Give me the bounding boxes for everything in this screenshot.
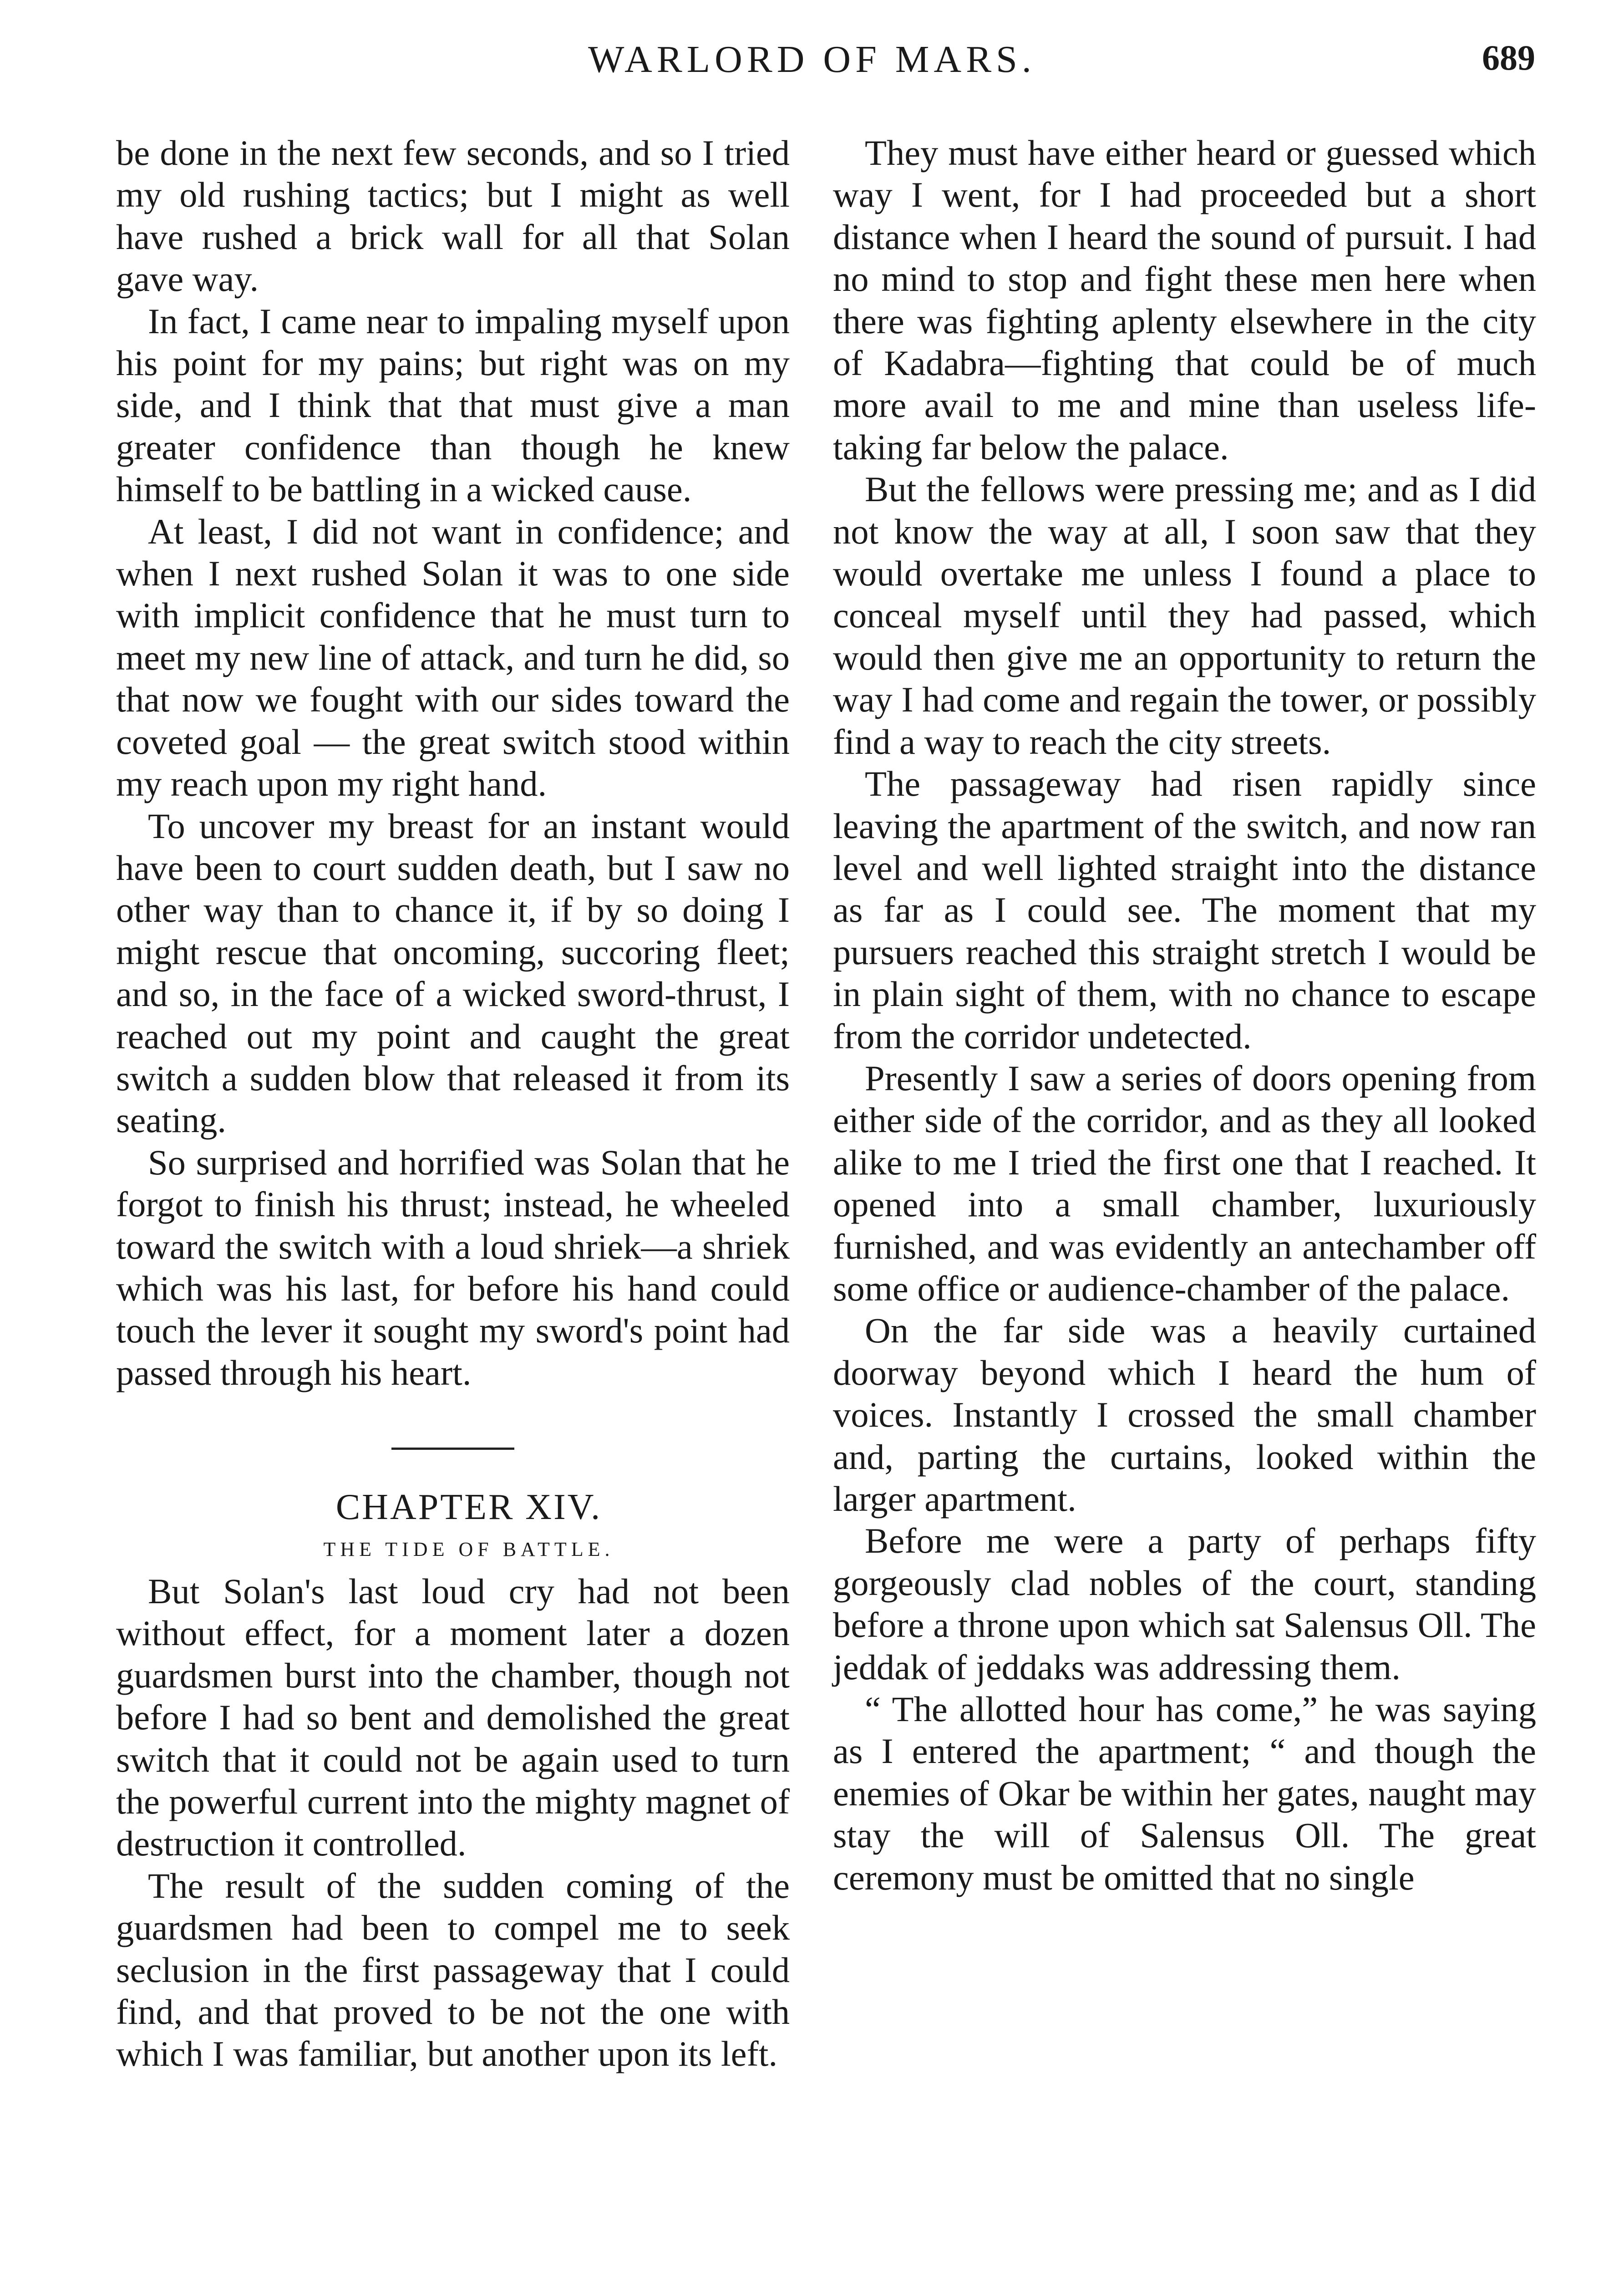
paragraph: In fact, I came near to impaling myself upon his point for my pains; but right was on my side, and I think that that must give a man greater confidence than though he knew himself to be battling in a wicked cause. [116, 301, 790, 509]
chapter-title: CHAPTER XIV. [335, 1487, 602, 1528]
paragraph: The result of the sudden coming of the guardsmen had been to compel me to seek seclusion in the first passageway that I could find, and that proved to be not the one with which I was familiar, but another upon its left. [116, 1865, 790, 2074]
paragraph: be done in the next few seconds, and so I tried my old rushing tactics; but I might as well have rushed a brick wall for all that Solan gave way. [116, 133, 790, 299]
page-number: 689 [1482, 38, 1535, 77]
paragraph: Before me were a party of perhaps fifty gorgeously clad nobles of the court, standing before a throne upon which sat Salensus Oll. The jeddak of jeddaks was addressing them. [833, 1521, 1536, 1687]
paragraph: The passageway had risen rapidly since leaving the apartment of the switch, and now ran level and well lighted straight into the distance as far as I could see. The moment that my pursuers reached this straight stretch I would be in plain sight of them, with no chance to escape from the corridor undetected. [833, 764, 1536, 1056]
chapter-divider-rule [391, 1448, 514, 1450]
paragraph: So surprised and horrified was Solan that he forgot to finish his thrust; instead, he wheeled toward the switch with a loud shriek—a shriek which was his last, for before his hand could touch the lever it sought my sword's point had passed through his heart. [116, 1142, 790, 1392]
right-column [833, 132, 1536, 1899]
paragraph: But Solan's last loud cry had not been without effect, for a moment later a dozen guardsmen burst into the chamber, though not before I had so bent and demolished the great switch that it could not be again used to turn the powerful current into the mighty magnet of destruction it controlled. [116, 1571, 790, 1864]
paragraph: On the far side was a heavily curtained doorway beyond which I heard the hum of voices. Instantly I crossed the small chamber and, parting the curtains, looked within the larger apartment. [833, 1311, 1536, 1519]
paragraph: Presently I saw a series of doors opening from either side of the corridor, and as they all looked alike to me I tried the first one that I reached. It opened into a small chamber, luxuriously furnished, and was evidently an antechamber off some office or audience-chamber of the palace. [833, 1058, 1536, 1308]
chapter-subtitle: THE TIDE OF BATTLE. [323, 1538, 614, 1560]
paragraph: To uncover my breast for an instant would have been to court sudden death, but I saw no other way than to chance it, if by so doing I might rescue that oncoming, succoring fleet; and so, in the face of a wicked sword-thrust, I reached out my point and caught the great switch a sudden blow that released it from its seating. [116, 806, 790, 1140]
paragraph: At least, I did not want in confidence; and when I next rushed Solan it was to one side with implicit confidence that he must turn to meet my new line of attack, and turn he did, so that now we fought with our sides toward the coveted goal — the great switch stood within my reach upon my right hand. [116, 511, 790, 804]
left-column [116, 132, 790, 2075]
paragraph: They must have either heard or guessed which way I went, for I had proceeded but a short distance when I heard the sound of pursuit. I had no mind to stop and fight these men here when there was fighting aplenty elsewhere in the city of Kadabra—fighting that could be of much more avail to me and mine than useless life-taking far below the palace. [833, 133, 1536, 467]
paragraph: “ The allotted hour has come,” he was saying as I entered the apartment; “ and though the enemies of Okar be within her gates, naught may stay the will of Salensus Oll. The great ceremony must be omitted that no single [833, 1689, 1536, 1897]
paragraph: But the fellows were pressing me; and as I did not know the way at all, I soon saw that they would overtake me unless I found a place to conceal myself until they had passed, which would then give me an opportunity to return the way I had come and regain the tower, or possibly find a way to reach the city streets. [833, 469, 1536, 762]
running-title: WARLORD OF MARS. [588, 38, 1036, 81]
